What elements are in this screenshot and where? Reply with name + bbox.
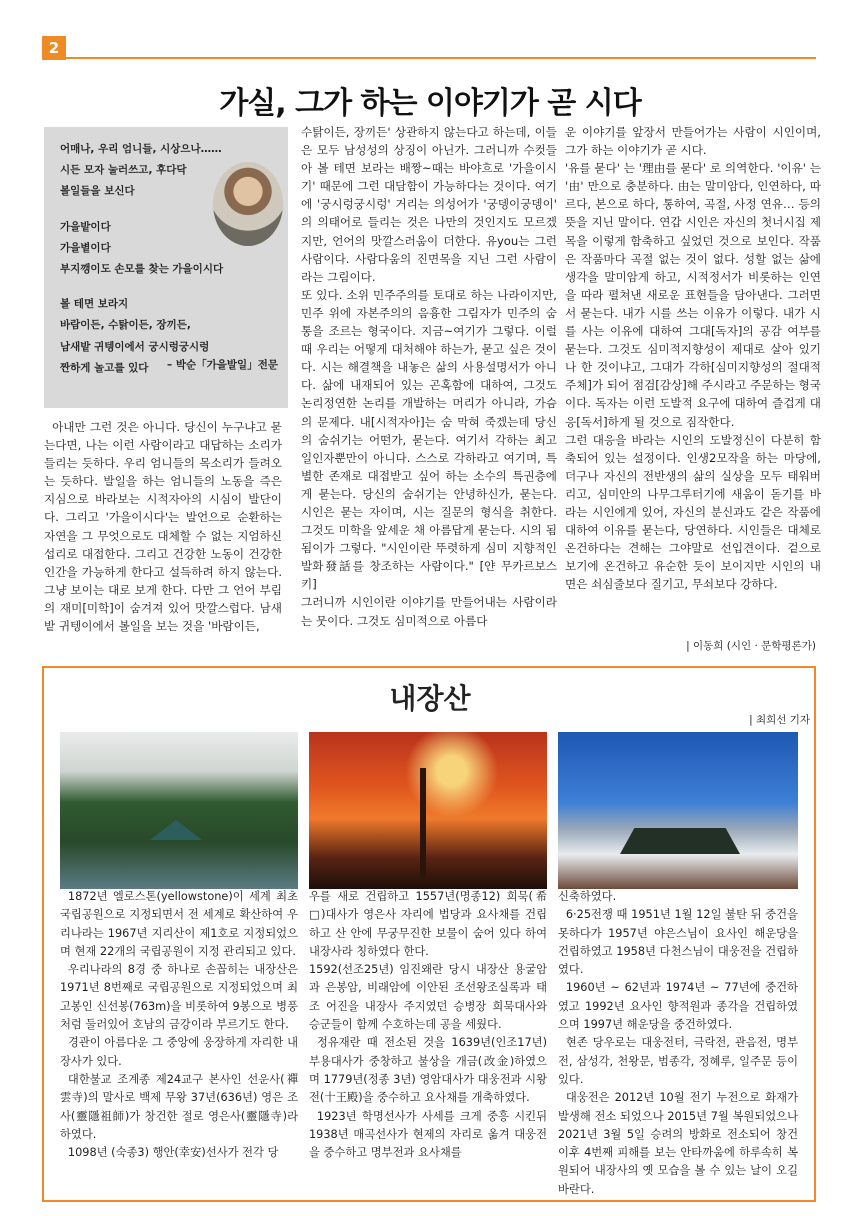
paragraph: 그런 대응을 바라는 시인의 도발정신이 다분히 함축되어 있는 설정이다. 인생2모작을 하는 마당에, 더구나 자신의 전반생의 삶의 실상을 모두 태워버리고, 심미안의 나무그루터기에 새움이 돋기를 바라는 시인에게 있어, 자신의 분신과도 같은 작품에 대하여 이유를 묻는다, 당연하다. 시인들은 대체로 온건하다는 견해는 그야말로 선입견이다. 겉으로 보기에 온건하고 유순한 듯이 보이지만 시인의 내면은 쇠심줄보다 질기고, 무쇠보다 강하다. — [565, 432, 821, 592]
paragraph: 우리나라의 8경 중 하나로 손꼽히는 내장산은 1971년 8번째로 국립공원으로 지정되었으며 최고봉인 신선봉(763m)을 비롯하여 9봉으로 병풍처럼 둘러있어 호남의 금강이라 부르기도 한다. — [60, 963, 298, 1032]
paragraph: 대한불교 조계종 제24교구 본사인 선운사(禪雲寺)의 말사로 백제 무왕 37년(636년) 영은 조사(靈隱祖師)가 창건한 절로 영은사(靈隱寺)라 하였다. — [60, 1072, 298, 1141]
poem-line: 부지깽이도 손모를 찾는 가을이시다 — [60, 262, 224, 275]
temple-roof-shape — [620, 828, 740, 854]
article1-byline: | 이동희 (시인 · 문학평론가) — [686, 640, 816, 652]
paragraph: 현존 당우로는 대웅전터, 극락전, 관음전, 명부전, 삼성각, 천왕문, 범종각, 정혜루, 일주문 등이 있다. — [558, 1036, 798, 1086]
article-title: 가실, 그가 하는 이야기가 곧 시다 — [219, 86, 641, 121]
article2-column-1 — [60, 888, 298, 1162]
paragraph: 신축하였다. — [558, 890, 617, 903]
poem-line: 바람이든, 수탉이든, 장끼든, — [60, 319, 191, 332]
poem-line: 볼 테면 보라지 — [60, 298, 129, 311]
header-rule — [42, 57, 816, 59]
paragraph: 그러니까 시인이란 이야기를 만들어내는 사람이라는 뭇이다. 그것도 심미적으로 아름다 — [301, 595, 557, 628]
poem-line: 남새밭 귀텡이에서 궁시렁궁시렁 — [60, 340, 210, 353]
lake-pavilion-photo — [60, 732, 298, 889]
paragraph: 1098년 (숙종3) 행안(幸安)선사가 전각 당 — [67, 1146, 279, 1160]
poem-line: 어매나, 우리 엄니들, 시상으나…… — [60, 143, 222, 155]
paragraph: 6·25전쟁 때 1951년 1월 12일 불탄 뒤 중건을 못하다가 1957년 야은스님이 요사인 해운당을 건립하였고 1958년 다천스님이 대웅전을 건립하였다. — [558, 908, 798, 977]
paragraph: 수탉이든, 장끼든' 상관하지 않는다고 하는데, 이들은 모두 남성성의 상징이 아닌가. 그러니까 수컷들아 볼 테면 보라는 배짱~때는 바야흐로 '가을이시기' 때문에 그런 대담함이 가능하다는 것이다. 여기에 '궁시렁궁시렁' 거리는 의성어가 '궁뎅이궁뎅이' 의 의태어로 들리는 것은 나만의 것인지도 모르겠지만, 언어의 맛깔스러움이 더한다. 유you는 그런 사람이다. 사람다움의 진면목을 지닌 그런 사람이라는 그림이다. — [301, 125, 557, 284]
page-number: 2 — [42, 36, 66, 60]
temple-snow-photo — [558, 732, 798, 889]
poem-line: 가을볕이다 — [60, 241, 111, 254]
paragraph: 1592(선조25년) 임진왜란 당시 내장산 용굴암과 은봉암, 비래암에 이안된 조선왕조실록과 태조 어진을 내장사 주지였던 승병장 희묵대사와 승군들이 함께 수호하는데 공을 세웠다. — [309, 963, 547, 1032]
autumn-maple-photo — [309, 732, 547, 889]
paragraph: 또 있다. 소위 민주주의를 토대로 하는 나라이지만, 민주 위에 자본주의의 음흉한 그림자가 민주의 숨통을 조르는 형국이다. 지금~여기가 그렇다. 이럴 때 우리는 어떻게 대처해야 하는가, 묻고 싶은 것이다. 시는 해결책을 내놓은 삶의 사용설명서가 아니다. 삶에 내재되어 있는 곤혹함에 대하여, 그것도 논리정연한 논리를 개발하는 머리가 아니라, 가슴의 문제다. 내[시적자아]는 숨 막혀 죽겠는데 당신의 숨쉬기는 어떤가, 묻는다. 여기서 각하는 최고 일인자뿐만이 아니다. 스스로 각하라고 여기며, 특별한 존재로 대접받고 싶어 하는 소수의 특권층에게 묻는다. 당신의 숨쉬기는 안녕하신가, 묻는다. 시인은 묻는 자이며, 시는 질문의 형식을 취한다. 그것도 미학을 앞세운 채 아름답게 묻는다. 시의 됨됨이가 그렇다. "시인이란 뚜렷하게 심미 지향적인 발화發話를 창조하는 사람이다." [얀 무카르보스키] — [301, 287, 557, 592]
poem-line: 가을밭이다 — [60, 220, 111, 233]
poet-portrait-photo — [213, 162, 283, 246]
poem-line: 볼일들을 보신다 — [60, 185, 135, 198]
poem-attribution: – 박순「가을발일」전문 — [166, 359, 278, 371]
paragraph: '유를 묻다' 는 '理由를 묻다' 로 의역한다. '이유' 는 '由' 만으로 충분하다. 由는 말미암다, 인연하다, 따르다, 본으로 하다, 통하여, 곡절, 사정 연유… 등의 뜻을 지닌 말이다. 연갑 시인은 자신의 첫너시집 제목을 이렇게 함축하고 싶었던 것으로 보인다. 작품은 작품마다 곡절 없는 것이 없다. 성할 없는 삶에 생각을 말미암게 하고, 시적정서가 비롯하는 인연을 따라 펼쳐낸 새로운 표현들을 담아낸다. 그러면서 묻는다. 내가 시를 쓰는 이유가 이렇다. 내가 시를 사는 이유에 대하여 그대[독자]의 공감 여부를 묻는다. 그것도 심미적지향성이 제대로 살아 있기나 한 것이냐고, 그대가 각하[심미지향성의 절대적 주체]가 되어 점검[감상]해 주시라고 주문하는 형국이다. 독자는 이런 도발적 요구에 대하여 즐겁게 대응[독서]하게 될 것으로 짐작한다. — [565, 161, 821, 429]
article2-column-2 — [309, 888, 547, 1162]
paragraph: 대웅전은 2012년 10월 전기 누전으로 화재가 발생해 전소 되었으나 2015년 7월 복원되었으나 2021년 3월 5일 승려의 방화로 전소되어 창건 이후 4번째 피해를 보는 안타까움에 하루속히 복원되어 내장사의 옛 모습을 볼 수 있는 날이 오길 바란다. — [558, 1091, 798, 1196]
paragraph: 정유재란 때 전소된 것을 1639년(인조17년) 부용대사가 중창하고 불상을 개금(改金)하였으며 1779년(정종 3년) 영암대사가 대웅전과 시왕전(十王殿)을 중수하고 요사채를 개축하였다. — [309, 1036, 547, 1105]
paragraph: 운 이야기를 앞장서 만들어가는 사람이 시인이며, 그가 하는 이야기가 곧 시다. — [565, 125, 821, 158]
article2-title: 내장산 — [389, 682, 471, 715]
paragraph: 1923년 학명선사가 사세를 크게 중흥 시킨뒤 1938년 매곡선사가 현제의 자리로 옮겨 대웅전을 중수하고 명부전과 요사채를 — [309, 1109, 547, 1160]
article2-column-3 — [558, 888, 798, 1199]
article2-byline: | 최희선 기자 — [749, 714, 810, 726]
paragraph: 아내만 그런 것은 아니다. 당신이 누구냐고 묻는다면, 나는 이런 사람이라고 대답하는 소리가 들리는 듯하다. 우리 엄니들의 목소리가 들려오는 듯하다. 발일을 하는 엄니들의 노동을 즉은지심으로 바라보는 시적자아의 시심이 발단이다. 그리고 '가을이시다'는 발언으로 순환하는 자연을 그 무엇으로도 대체할 수 없는 지엄하신 섭리로 대접한다. 그리고 건강한 노동이 건강한 인간을 가능하게 한다고 설득하려 하지 않는다. 그냥 보이는 대로 보게 한다. 다만 그 언어 부림의 재미[미학]이 숨겨져 있어 맛깔스럽다. 남새밭 귀텡이에서 볼일을 보는 것을 '바람이든, — [44, 420, 282, 634]
article1-column-3 — [565, 123, 821, 593]
poem-line: 시든 모자 눌러쓰고, 후다닥 — [60, 164, 187, 177]
poem-line: 짠하게 놀고를 있다 — [60, 361, 149, 374]
article1-column-1 — [44, 418, 282, 635]
paragraph: 1960년 ~ 62년과 1974년 ~ 77년에 중건하였고 1992년 요사인 향적원과 종각을 건립하였으며 1997년 해운당을 중건하였다. — [558, 981, 798, 1032]
tree-trunk-shape — [420, 768, 426, 878]
paragraph: 경관이 아름다운 그 중앙에 웅장하게 자리한 내장사가 있다. — [60, 1036, 298, 1068]
paragraph: 우를 새로 건립하고 1557년(명종12) 희묵(希□)대사가 영은사 자리에 법당과 요사채를 건립하고 산 안에 무궁무진한 보물이 숨어 있다 하여 내장사라 칭하였다 한다. — [309, 890, 547, 958]
paragraph: 1872년 엘로스톤(yellowstone)이 세계 최초 국립공원으로 지정되면서 전 세계로 확산하여 우리나라는 1967년 지리산이 제1호로 지정되었으며 현재 22개의 국립공원이 지정 관리되고 있다. — [60, 890, 298, 958]
article1-column-2 — [301, 123, 557, 630]
